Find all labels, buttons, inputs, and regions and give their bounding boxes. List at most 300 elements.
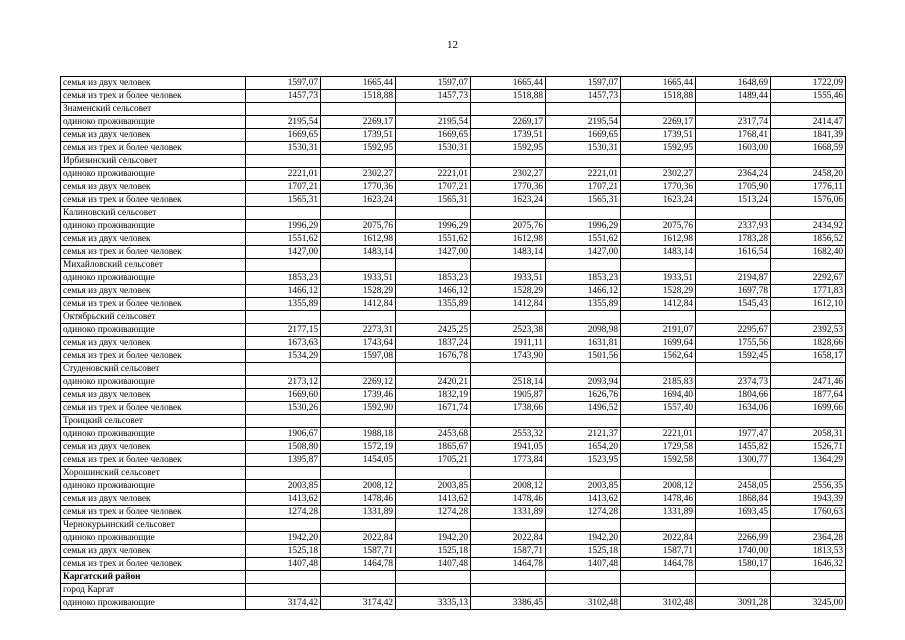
value-cell: 1911,11 bbox=[471, 337, 546, 350]
table-row bbox=[61, 428, 846, 441]
empty-cell bbox=[396, 584, 471, 597]
value-cell: 1562,64 bbox=[621, 350, 696, 363]
value-cell: 1457,73 bbox=[546, 90, 621, 103]
value-cell: 1587,71 bbox=[621, 545, 696, 558]
table-row bbox=[61, 506, 846, 519]
value-cell: 1616,54 bbox=[696, 246, 771, 259]
row-label: семья из двух человек bbox=[61, 389, 246, 402]
empty-cell bbox=[321, 311, 396, 324]
row-label: семья из трех и более человек bbox=[61, 454, 246, 467]
empty-cell bbox=[621, 259, 696, 272]
empty-cell bbox=[621, 311, 696, 324]
empty-cell bbox=[246, 207, 321, 220]
value-cell: 1739,51 bbox=[471, 129, 546, 142]
table-row bbox=[61, 350, 846, 363]
row-label: одиноко проживающие bbox=[61, 324, 246, 337]
value-cell: 1813,53 bbox=[771, 545, 846, 558]
value-cell: 1355,89 bbox=[396, 298, 471, 311]
value-cell: 1743,90 bbox=[471, 350, 546, 363]
section-row bbox=[61, 415, 846, 428]
value-cell: 1528,29 bbox=[321, 285, 396, 298]
value-cell: 1597,07 bbox=[246, 77, 321, 90]
empty-cell bbox=[396, 363, 471, 376]
value-cell: 1832,19 bbox=[396, 389, 471, 402]
empty-cell bbox=[396, 571, 471, 584]
value-cell: 1565,31 bbox=[396, 194, 471, 207]
value-cell: 1413,62 bbox=[246, 493, 321, 506]
empty-cell bbox=[396, 207, 471, 220]
table-row bbox=[61, 181, 846, 194]
value-cell: 1274,28 bbox=[546, 506, 621, 519]
value-cell: 1623,24 bbox=[471, 194, 546, 207]
value-cell: 2364,28 bbox=[771, 532, 846, 545]
value-cell: 1300,77 bbox=[696, 454, 771, 467]
value-cell: 1545,43 bbox=[696, 298, 771, 311]
table-row bbox=[61, 545, 846, 558]
value-cell: 1770,36 bbox=[621, 181, 696, 194]
empty-cell bbox=[471, 415, 546, 428]
value-cell: 1682,40 bbox=[771, 246, 846, 259]
value-cell: 2022,84 bbox=[471, 532, 546, 545]
section-row bbox=[61, 519, 846, 532]
row-label: семья из трех и более человек bbox=[61, 402, 246, 415]
value-cell: 1853,23 bbox=[396, 272, 471, 285]
empty-cell bbox=[321, 207, 396, 220]
empty-cell bbox=[771, 571, 846, 584]
value-cell: 1525,18 bbox=[246, 545, 321, 558]
value-cell: 1865,67 bbox=[396, 441, 471, 454]
empty-cell bbox=[621, 363, 696, 376]
value-cell: 2414,47 bbox=[771, 116, 846, 129]
value-cell: 2458,05 bbox=[696, 480, 771, 493]
table-row bbox=[61, 220, 846, 233]
value-cell: 1587,71 bbox=[321, 545, 396, 558]
value-cell: 3091,28 bbox=[696, 597, 771, 610]
value-cell: 1699,66 bbox=[771, 402, 846, 415]
value-cell: 3174,42 bbox=[321, 597, 396, 610]
value-cell: 1592,95 bbox=[621, 142, 696, 155]
empty-cell bbox=[546, 519, 621, 532]
empty-cell bbox=[621, 571, 696, 584]
empty-cell bbox=[471, 259, 546, 272]
value-cell: 1783,28 bbox=[696, 233, 771, 246]
value-cell: 1634,06 bbox=[696, 402, 771, 415]
row-label: семья из трех и более человек bbox=[61, 142, 246, 155]
value-cell: 1528,29 bbox=[621, 285, 696, 298]
empty-cell bbox=[621, 584, 696, 597]
value-cell: 1407,48 bbox=[246, 558, 321, 571]
value-cell: 1592,45 bbox=[696, 350, 771, 363]
value-cell: 1597,08 bbox=[321, 350, 396, 363]
table-row bbox=[61, 116, 846, 129]
section-label: Троицкий сельсовет bbox=[61, 415, 246, 428]
value-cell: 2195,54 bbox=[546, 116, 621, 129]
section-row bbox=[61, 259, 846, 272]
value-cell: 1654,20 bbox=[546, 441, 621, 454]
value-cell: 1592,95 bbox=[471, 142, 546, 155]
value-cell: 2195,54 bbox=[396, 116, 471, 129]
value-cell: 2173,12 bbox=[246, 376, 321, 389]
table-row bbox=[61, 532, 846, 545]
empty-cell bbox=[396, 103, 471, 116]
value-cell: 2523,38 bbox=[471, 324, 546, 337]
value-cell: 1478,46 bbox=[471, 493, 546, 506]
table-row bbox=[61, 233, 846, 246]
value-cell: 1612,98 bbox=[321, 233, 396, 246]
empty-cell bbox=[621, 519, 696, 532]
value-cell: 1530,31 bbox=[546, 142, 621, 155]
value-cell: 2075,76 bbox=[321, 220, 396, 233]
row-label: семья из трех и более человек bbox=[61, 90, 246, 103]
value-cell: 1412,84 bbox=[321, 298, 396, 311]
row-label: одиноко проживающие bbox=[61, 532, 246, 545]
empty-cell bbox=[246, 311, 321, 324]
value-cell: 1933,51 bbox=[321, 272, 396, 285]
table-row bbox=[61, 597, 846, 610]
empty-cell bbox=[771, 415, 846, 428]
value-cell: 1942,20 bbox=[246, 532, 321, 545]
value-cell: 1996,29 bbox=[246, 220, 321, 233]
empty-cell bbox=[771, 467, 846, 480]
table-row bbox=[61, 142, 846, 155]
row-label: семья из трех и более человек bbox=[61, 194, 246, 207]
value-cell: 2121,37 bbox=[546, 428, 621, 441]
section-label: Калиновский сельсовет bbox=[61, 207, 246, 220]
value-cell: 1668,59 bbox=[771, 142, 846, 155]
empty-cell bbox=[546, 259, 621, 272]
value-cell: 2022,84 bbox=[321, 532, 396, 545]
table-row bbox=[61, 402, 846, 415]
value-cell: 1483,14 bbox=[621, 246, 696, 259]
value-cell: 1933,51 bbox=[621, 272, 696, 285]
value-cell: 1525,18 bbox=[546, 545, 621, 558]
value-cell: 1658,17 bbox=[771, 350, 846, 363]
row-label: одиноко проживающие bbox=[61, 272, 246, 285]
value-cell: 3335,13 bbox=[396, 597, 471, 610]
value-cell: 1856,52 bbox=[771, 233, 846, 246]
row-label: семья из двух человек bbox=[61, 233, 246, 246]
value-cell: 2269,17 bbox=[621, 116, 696, 129]
value-cell: 1427,00 bbox=[396, 246, 471, 259]
value-cell: 1587,71 bbox=[471, 545, 546, 558]
section-row bbox=[61, 571, 846, 584]
value-cell: 2003,85 bbox=[246, 480, 321, 493]
value-cell: 1331,89 bbox=[471, 506, 546, 519]
row-label: семья из двух человек bbox=[61, 285, 246, 298]
value-cell: 1413,62 bbox=[396, 493, 471, 506]
table-row bbox=[61, 90, 846, 103]
value-cell: 1623,24 bbox=[321, 194, 396, 207]
value-cell: 1576,06 bbox=[771, 194, 846, 207]
value-cell: 2008,12 bbox=[471, 480, 546, 493]
value-cell: 3386,45 bbox=[471, 597, 546, 610]
section-label: Студеновский сельсовет bbox=[61, 363, 246, 376]
value-cell: 1525,18 bbox=[396, 545, 471, 558]
value-cell: 1941,05 bbox=[471, 441, 546, 454]
empty-cell bbox=[471, 584, 546, 597]
value-cell: 1464,78 bbox=[471, 558, 546, 571]
section-label: Каргатский район bbox=[61, 571, 246, 584]
value-cell: 1770,36 bbox=[321, 181, 396, 194]
value-cell: 1466,12 bbox=[396, 285, 471, 298]
empty-cell bbox=[471, 467, 546, 480]
row-label: семья из трех и более человек bbox=[61, 350, 246, 363]
value-cell: 2269,17 bbox=[471, 116, 546, 129]
value-cell: 1739,51 bbox=[621, 129, 696, 142]
value-cell: 1483,14 bbox=[471, 246, 546, 259]
value-cell: 1669,60 bbox=[246, 389, 321, 402]
value-cell: 2553,32 bbox=[471, 428, 546, 441]
value-cell: 1407,48 bbox=[546, 558, 621, 571]
empty-cell bbox=[546, 467, 621, 480]
value-cell: 1623,24 bbox=[621, 194, 696, 207]
value-cell: 1740,00 bbox=[696, 545, 771, 558]
value-cell: 1572,19 bbox=[321, 441, 396, 454]
empty-cell bbox=[396, 415, 471, 428]
value-cell: 3102,48 bbox=[546, 597, 621, 610]
value-cell: 1530,26 bbox=[246, 402, 321, 415]
empty-cell bbox=[321, 155, 396, 168]
empty-cell bbox=[471, 519, 546, 532]
empty-cell bbox=[246, 103, 321, 116]
value-cell: 1669,65 bbox=[546, 129, 621, 142]
empty-cell bbox=[321, 103, 396, 116]
value-cell: 1646,32 bbox=[771, 558, 846, 571]
value-cell: 1673,63 bbox=[246, 337, 321, 350]
value-cell: 2295,67 bbox=[696, 324, 771, 337]
value-cell: 1705,21 bbox=[396, 454, 471, 467]
empty-cell bbox=[321, 519, 396, 532]
value-cell: 1853,23 bbox=[246, 272, 321, 285]
value-cell: 2471,46 bbox=[771, 376, 846, 389]
table-row bbox=[61, 285, 846, 298]
value-cell: 1603,00 bbox=[696, 142, 771, 155]
value-cell: 3245,00 bbox=[771, 597, 846, 610]
value-cell: 1592,95 bbox=[321, 142, 396, 155]
value-cell: 1478,46 bbox=[321, 493, 396, 506]
value-cell: 1729,58 bbox=[621, 441, 696, 454]
section-label: Хорошинский сельсовет bbox=[61, 467, 246, 480]
value-cell: 1565,31 bbox=[546, 194, 621, 207]
value-cell: 1523,95 bbox=[546, 454, 621, 467]
value-cell: 1274,28 bbox=[396, 506, 471, 519]
value-cell: 2317,74 bbox=[696, 116, 771, 129]
empty-cell bbox=[621, 207, 696, 220]
empty-cell bbox=[246, 571, 321, 584]
table-row bbox=[61, 272, 846, 285]
empty-cell bbox=[396, 467, 471, 480]
section-label: Ирбизинский сельсовет bbox=[61, 155, 246, 168]
value-cell: 1771,83 bbox=[771, 285, 846, 298]
empty-cell bbox=[321, 363, 396, 376]
value-cell: 1943,39 bbox=[771, 493, 846, 506]
value-cell: 2302,27 bbox=[321, 168, 396, 181]
value-cell: 1580,17 bbox=[696, 558, 771, 571]
empty-cell bbox=[321, 467, 396, 480]
empty-cell bbox=[471, 311, 546, 324]
empty-cell bbox=[321, 415, 396, 428]
value-cell: 1331,89 bbox=[321, 506, 396, 519]
empty-cell bbox=[246, 155, 321, 168]
value-cell: 1841,39 bbox=[771, 129, 846, 142]
value-cell: 1427,00 bbox=[546, 246, 621, 259]
value-cell: 1942,20 bbox=[396, 532, 471, 545]
empty-cell bbox=[546, 415, 621, 428]
table-row bbox=[61, 298, 846, 311]
empty-cell bbox=[771, 259, 846, 272]
section-label: Знаменский сельсовет bbox=[61, 103, 246, 116]
empty-cell bbox=[246, 467, 321, 480]
value-cell: 1665,44 bbox=[621, 77, 696, 90]
row-label: семья из двух человек bbox=[61, 337, 246, 350]
value-cell: 1466,12 bbox=[246, 285, 321, 298]
value-cell: 1676,78 bbox=[396, 350, 471, 363]
table-row bbox=[61, 493, 846, 506]
empty-cell bbox=[771, 519, 846, 532]
row-label: семья из двух человек bbox=[61, 545, 246, 558]
table-row bbox=[61, 168, 846, 181]
table-row bbox=[61, 441, 846, 454]
empty-cell bbox=[321, 259, 396, 272]
value-cell: 1773,84 bbox=[471, 454, 546, 467]
empty-cell bbox=[471, 571, 546, 584]
value-cell: 1768,41 bbox=[696, 129, 771, 142]
empty-cell bbox=[246, 259, 321, 272]
value-cell: 1534,29 bbox=[246, 350, 321, 363]
value-cell: 1743,64 bbox=[321, 337, 396, 350]
value-cell: 2269,12 bbox=[321, 376, 396, 389]
value-cell: 1496,52 bbox=[546, 402, 621, 415]
value-cell: 2003,85 bbox=[396, 480, 471, 493]
subsistence-table bbox=[60, 76, 846, 610]
empty-cell bbox=[621, 415, 696, 428]
value-cell: 1837,24 bbox=[396, 337, 471, 350]
empty-cell bbox=[471, 363, 546, 376]
value-cell: 1699,64 bbox=[621, 337, 696, 350]
section-label: город Каргат bbox=[61, 584, 246, 597]
value-cell: 1565,31 bbox=[246, 194, 321, 207]
value-cell: 1551,62 bbox=[396, 233, 471, 246]
value-cell: 1331,89 bbox=[621, 506, 696, 519]
empty-cell bbox=[396, 259, 471, 272]
table-row bbox=[61, 480, 846, 493]
table-row bbox=[61, 454, 846, 467]
value-cell: 2364,24 bbox=[696, 168, 771, 181]
value-cell: 1669,65 bbox=[396, 129, 471, 142]
value-cell: 1457,73 bbox=[396, 90, 471, 103]
empty-cell bbox=[546, 311, 621, 324]
row-label: одиноко проживающие bbox=[61, 220, 246, 233]
value-cell: 1355,89 bbox=[246, 298, 321, 311]
section-row bbox=[61, 467, 846, 480]
section-row bbox=[61, 311, 846, 324]
value-cell: 2221,01 bbox=[396, 168, 471, 181]
value-cell: 2266,99 bbox=[696, 532, 771, 545]
value-cell: 2003,85 bbox=[546, 480, 621, 493]
value-cell: 2008,12 bbox=[621, 480, 696, 493]
empty-cell bbox=[771, 103, 846, 116]
value-cell: 1669,65 bbox=[246, 129, 321, 142]
value-cell: 1612,98 bbox=[471, 233, 546, 246]
value-cell: 2098,98 bbox=[546, 324, 621, 337]
empty-cell bbox=[771, 207, 846, 220]
value-cell: 2556,35 bbox=[771, 480, 846, 493]
empty-cell bbox=[246, 519, 321, 532]
value-cell: 2191,07 bbox=[621, 324, 696, 337]
value-cell: 2425,25 bbox=[396, 324, 471, 337]
empty-cell bbox=[771, 155, 846, 168]
empty-cell bbox=[696, 207, 771, 220]
value-cell: 2292,67 bbox=[771, 272, 846, 285]
section-row bbox=[61, 363, 846, 376]
empty-cell bbox=[246, 584, 321, 597]
value-cell: 2221,01 bbox=[621, 428, 696, 441]
value-cell: 1631,81 bbox=[546, 337, 621, 350]
value-cell: 1513,24 bbox=[696, 194, 771, 207]
value-cell: 1530,31 bbox=[396, 142, 471, 155]
value-cell: 1407,48 bbox=[396, 558, 471, 571]
value-cell: 1693,45 bbox=[696, 506, 771, 519]
empty-cell bbox=[396, 311, 471, 324]
value-cell: 1671,74 bbox=[396, 402, 471, 415]
empty-cell bbox=[471, 207, 546, 220]
value-cell: 2185,83 bbox=[621, 376, 696, 389]
value-cell: 1489,44 bbox=[696, 90, 771, 103]
section-label: Чернокурьинский сельсовет bbox=[61, 519, 246, 532]
value-cell: 1518,88 bbox=[471, 90, 546, 103]
value-cell: 1457,73 bbox=[246, 90, 321, 103]
value-cell: 2458,20 bbox=[771, 168, 846, 181]
value-cell: 1364,29 bbox=[771, 454, 846, 467]
table-row bbox=[61, 246, 846, 259]
empty-cell bbox=[621, 467, 696, 480]
value-cell: 1665,44 bbox=[471, 77, 546, 90]
value-cell: 2194,87 bbox=[696, 272, 771, 285]
value-cell: 2177,15 bbox=[246, 324, 321, 337]
value-cell: 1395,87 bbox=[246, 454, 321, 467]
value-cell: 1528,29 bbox=[471, 285, 546, 298]
table-row bbox=[61, 376, 846, 389]
value-cell: 2269,17 bbox=[321, 116, 396, 129]
empty-cell bbox=[546, 363, 621, 376]
value-cell: 1597,07 bbox=[546, 77, 621, 90]
table-row bbox=[61, 558, 846, 571]
value-cell: 1738,66 bbox=[471, 402, 546, 415]
value-cell: 3174,42 bbox=[246, 597, 321, 610]
value-cell: 3102,48 bbox=[621, 597, 696, 610]
table-row bbox=[61, 77, 846, 90]
empty-cell bbox=[696, 571, 771, 584]
value-cell: 1412,84 bbox=[621, 298, 696, 311]
empty-cell bbox=[471, 103, 546, 116]
table-body bbox=[61, 77, 846, 610]
value-cell: 1707,21 bbox=[246, 181, 321, 194]
value-cell: 2008,12 bbox=[321, 480, 396, 493]
value-cell: 1483,14 bbox=[321, 246, 396, 259]
value-cell: 1877,64 bbox=[771, 389, 846, 402]
value-cell: 1526,71 bbox=[771, 441, 846, 454]
empty-cell bbox=[546, 571, 621, 584]
row-label: семья из трех и более человек bbox=[61, 506, 246, 519]
value-cell: 1648,69 bbox=[696, 77, 771, 90]
value-cell: 1413,62 bbox=[546, 493, 621, 506]
value-cell: 1996,29 bbox=[546, 220, 621, 233]
empty-cell bbox=[621, 103, 696, 116]
row-label: семья из двух человек bbox=[61, 493, 246, 506]
value-cell: 1739,46 bbox=[321, 389, 396, 402]
value-cell: 1828,66 bbox=[771, 337, 846, 350]
empty-cell bbox=[621, 155, 696, 168]
